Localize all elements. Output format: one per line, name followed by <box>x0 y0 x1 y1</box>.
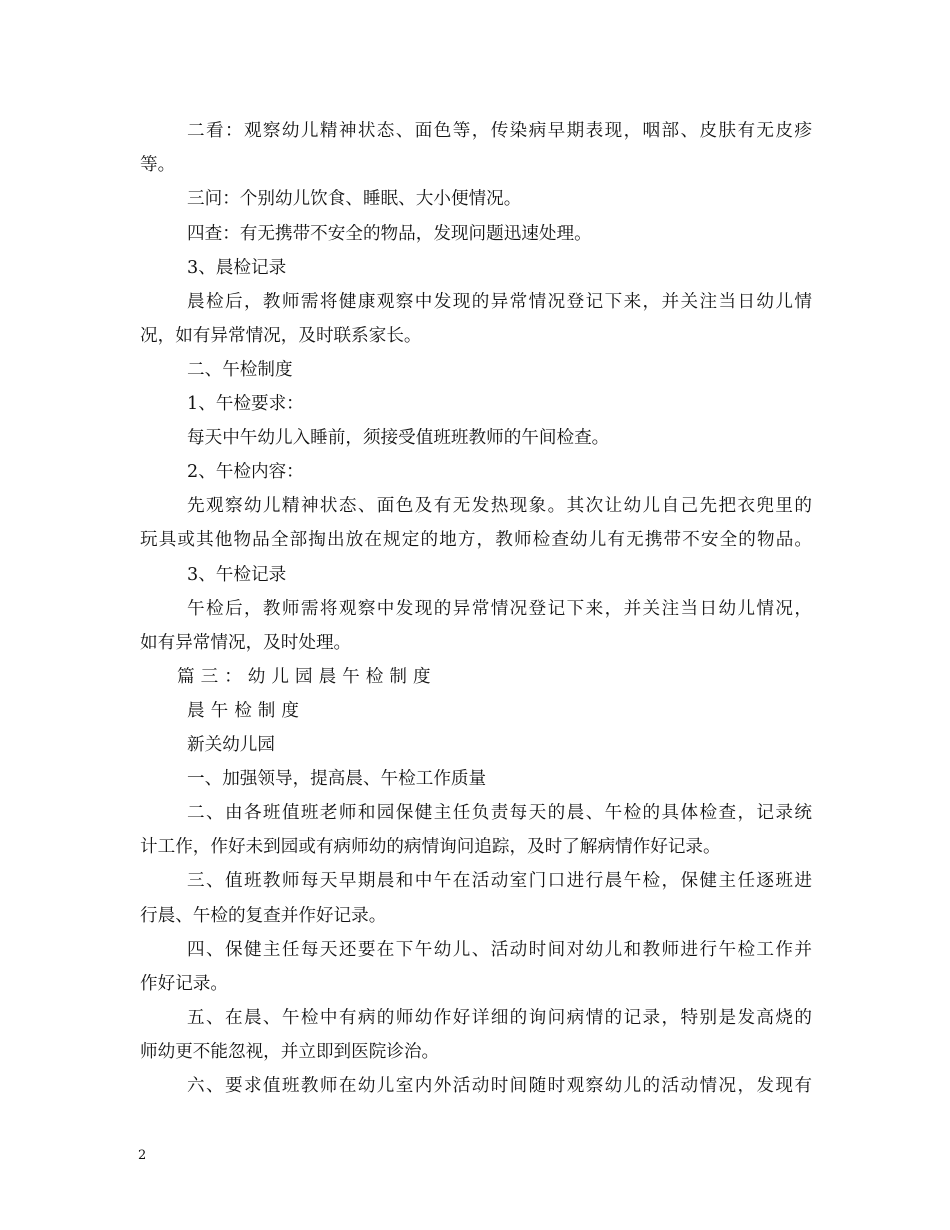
text-line: 作好记录。 <box>140 974 228 994</box>
text-line: 三、值班教师每天早期晨和中午在活动室门口进行晨午检，保健主任逐班进 <box>187 871 812 891</box>
text-line: 新关幼儿园 <box>187 735 275 755</box>
text-line: 玩具或其他物品全部掏出放在规定的地方，教师检查幼儿有无携带不安全的物品。 <box>140 530 812 550</box>
section-title: 篇三：幼儿园晨午检制度 <box>177 667 437 687</box>
text-line: 如有异常情况，及时处理。 <box>140 633 352 653</box>
text-line: 晨检后，教师需将健康观察中发现的异常情况登记下来，并关注当日幼儿情 <box>187 292 812 312</box>
text-line: 3、午检记录 <box>187 565 287 585</box>
text-line: 3、晨检记录 <box>187 258 287 278</box>
text-line: 四查：有无携带不安全的物品，发现问题迅速处理。 <box>187 224 592 244</box>
text-line: 午检后，教师需将观察中发现的异常情况登记下来，并关注当日幼儿情况， <box>187 599 812 619</box>
text-line: 四、保健主任每天还要在下午幼儿、活动时间对幼儿和教师进行午检工作并 <box>187 940 812 960</box>
text-line: 每天中午幼儿入睡前，须接受值班班教师的午间检查。 <box>187 428 610 448</box>
text-line: 五、在晨、午检中有病的师幼作好详细的询问病情的记录，特别是发高烧的 <box>187 1008 812 1028</box>
text-line: 师幼更不能忽视，并立即到医院诊治。 <box>140 1042 440 1062</box>
text-line: 一、加强领导，提高晨、午检工作质量 <box>187 769 487 789</box>
text-line: 二、由各班值班老师和园保健主任负责每天的晨、午检的具体检查，记录统 <box>187 803 812 823</box>
text-line: 二看：观察幼儿精神状态、面色等，传染病早期表现，咽部、皮肤有无皮疹 <box>187 121 812 141</box>
text-line: 二、午检制度 <box>187 360 293 380</box>
text-line: 行晨、午检的复查并作好记录。 <box>140 906 387 926</box>
text-line: 1、午检要求： <box>187 394 304 414</box>
text-line: 先观察幼儿精神状态、面色及有无发热现象。其次让幼儿自己先把衣兜里的 <box>187 496 812 516</box>
text-line: 等。 <box>140 155 176 175</box>
page-number: 2 <box>138 1148 147 1163</box>
section-subtitle: 晨午检制度 <box>187 701 305 721</box>
text-line: 况，如有异常情况，及时联系家长。 <box>140 326 422 346</box>
text-line: 2、午检内容： <box>187 462 304 482</box>
text-line: 三问：个别幼儿饮食、睡眠、大小便情况。 <box>187 189 522 209</box>
text-line: 六、要求值班教师在幼儿室内外活动时间随时观察幼儿的活动情况，发现有 <box>187 1076 812 1096</box>
text-line: 计工作，作好未到园或有病师幼的病情询问追踪，及时了解病情作好记录。 <box>140 837 721 857</box>
